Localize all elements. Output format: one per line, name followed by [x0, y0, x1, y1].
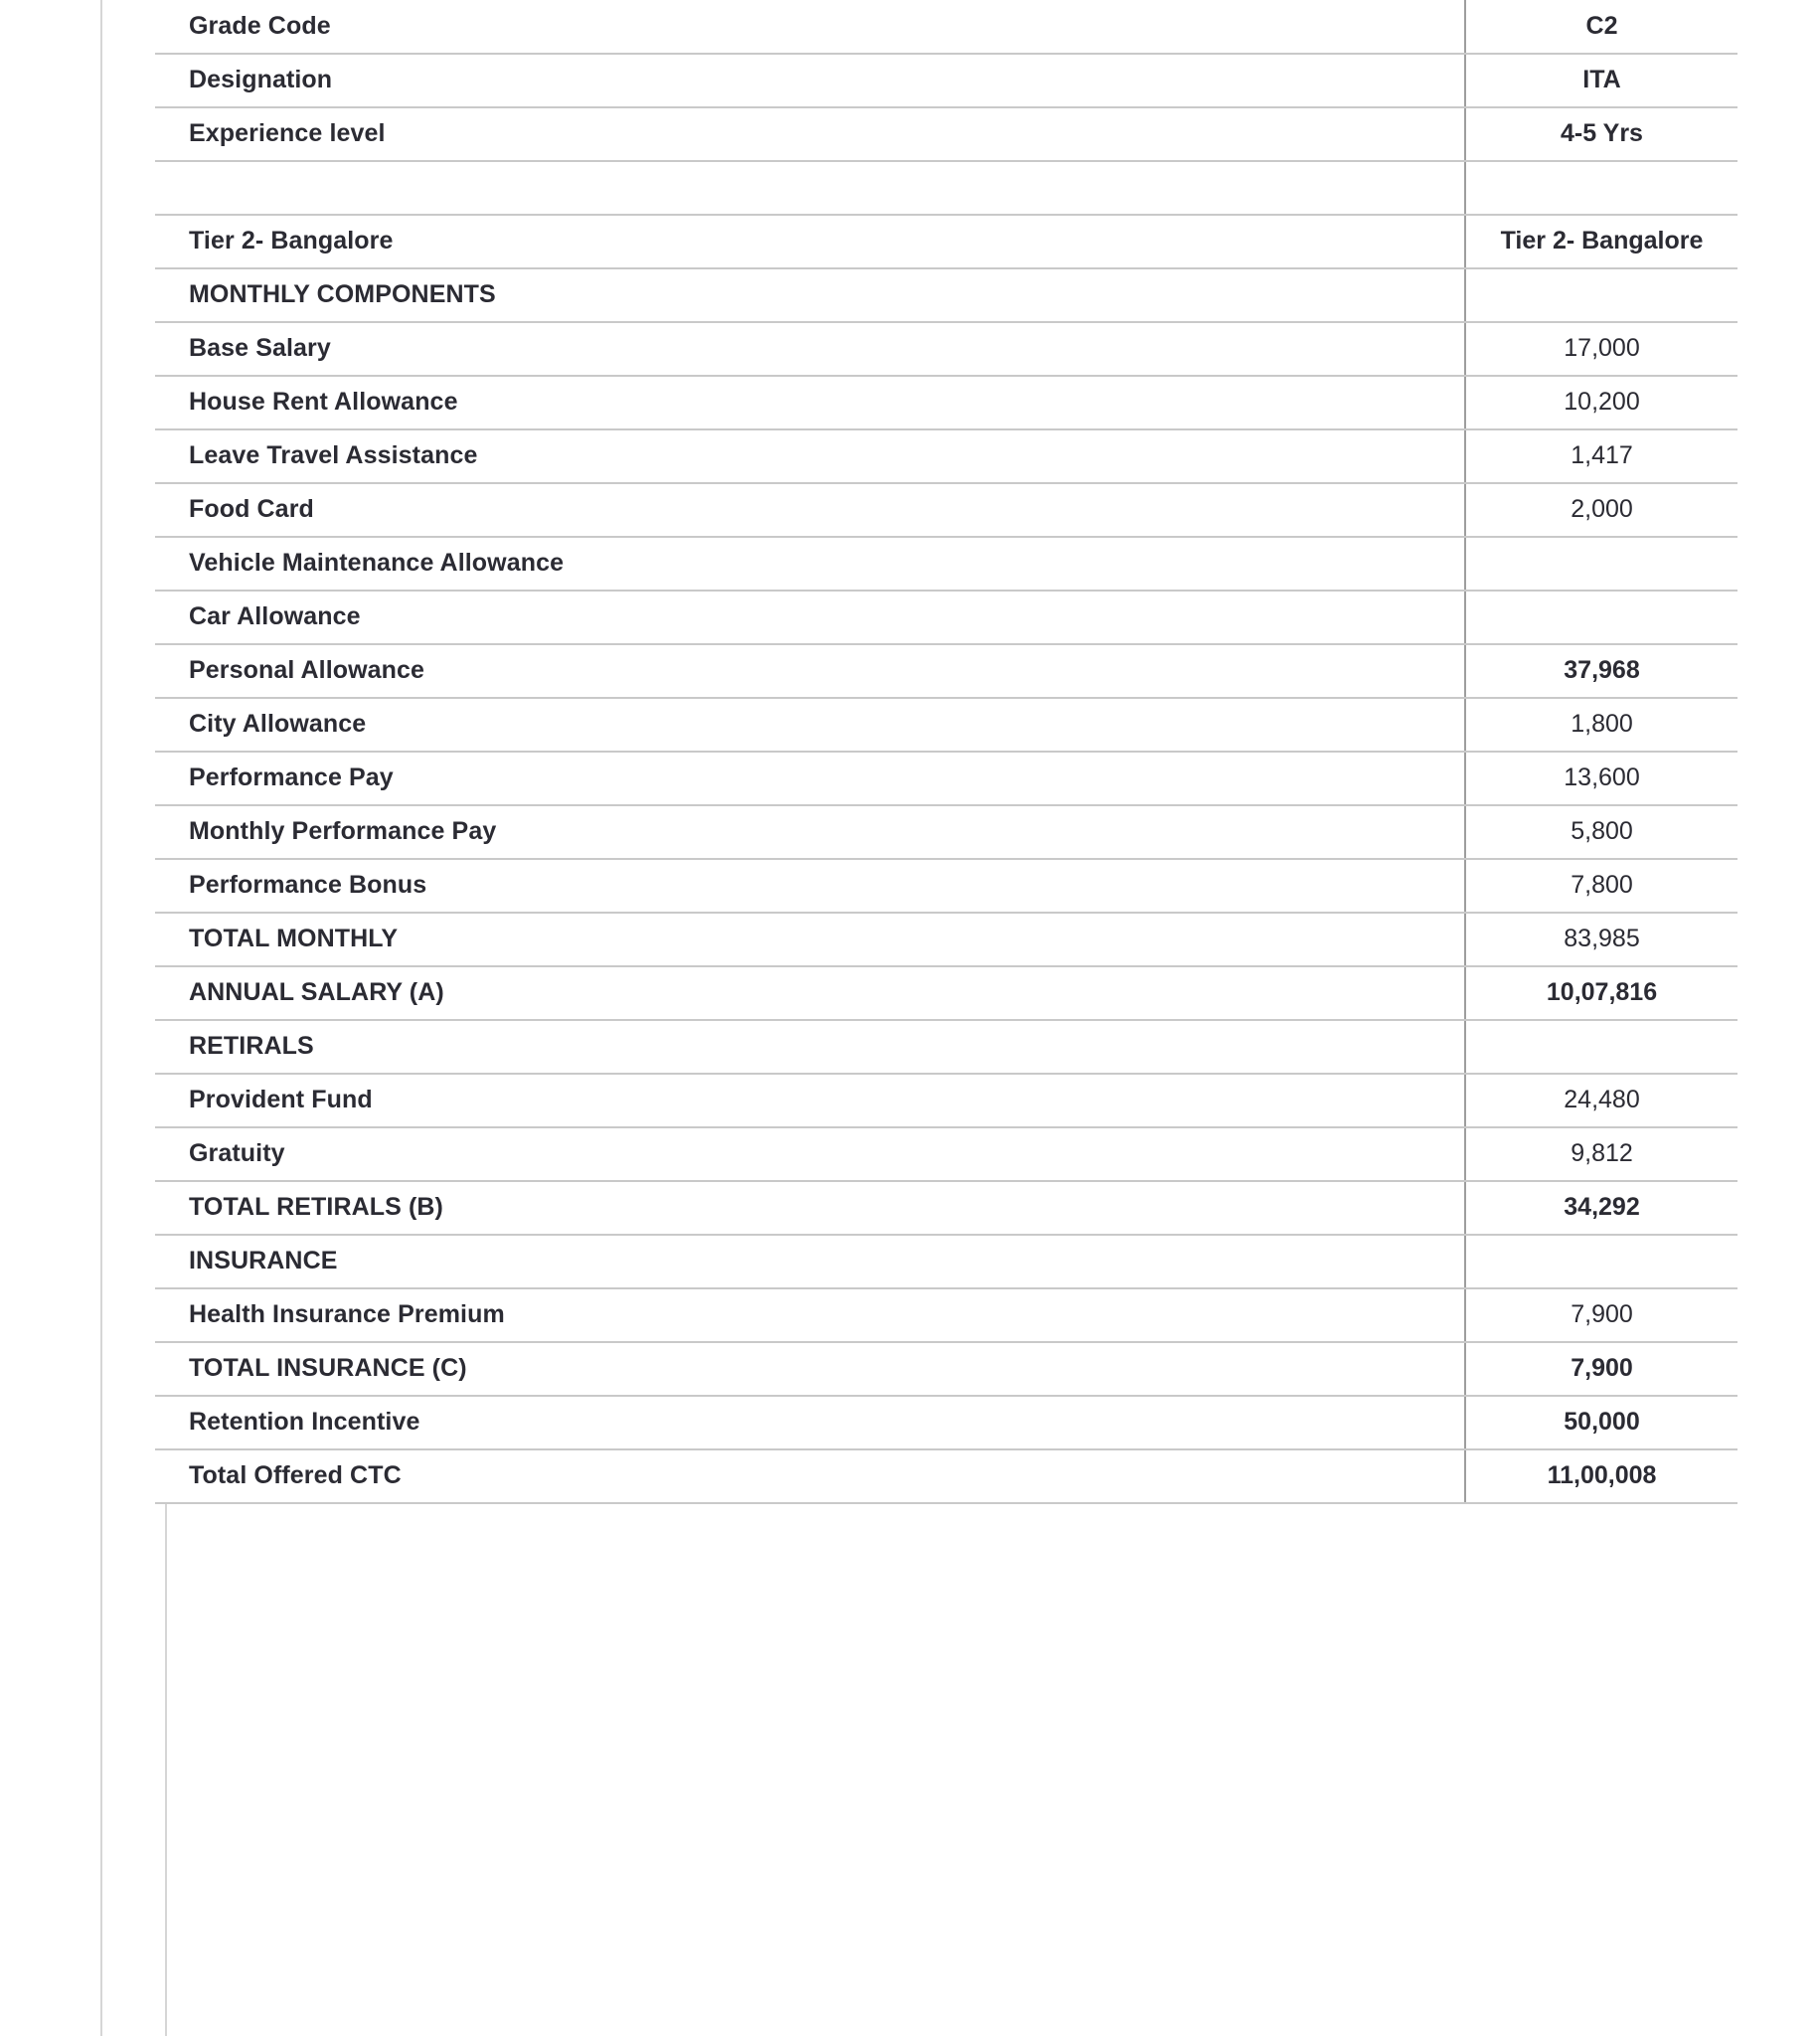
row-value: 7,800 [1465, 859, 1737, 913]
table-row [155, 913, 1737, 966]
row-label: Car Allowance [155, 591, 1465, 644]
row-value: 50,000 [1465, 1396, 1737, 1449]
row-label: Leave Travel Assistance [155, 429, 1465, 483]
row-value: 9,812 [1465, 1127, 1737, 1181]
table-row [155, 591, 1737, 644]
row-label: Food Card [155, 483, 1465, 537]
table-row [155, 752, 1737, 805]
table-row [155, 483, 1737, 537]
table-row [155, 1074, 1737, 1127]
table-row [155, 537, 1737, 591]
table-row [155, 54, 1737, 107]
table-row [155, 376, 1737, 429]
row-label [155, 161, 1465, 215]
compensation-table-body [155, 0, 1737, 1503]
table-row [155, 1396, 1737, 1449]
row-value [1465, 161, 1737, 215]
row-label: Total Offered CTC [155, 1449, 1465, 1503]
table-row [155, 859, 1737, 913]
row-label: Provident Fund [155, 1074, 1465, 1127]
table-row [155, 429, 1737, 483]
row-value: 5,800 [1465, 805, 1737, 859]
row-value: 2,000 [1465, 483, 1737, 537]
table-row [155, 1127, 1737, 1181]
row-label: TOTAL RETIRALS (B) [155, 1181, 1465, 1235]
row-label: RETIRALS [155, 1020, 1465, 1074]
row-label: TOTAL MONTHLY [155, 913, 1465, 966]
row-label: MONTHLY COMPONENTS [155, 268, 1465, 322]
row-label: Base Salary [155, 322, 1465, 376]
row-label: Monthly Performance Pay [155, 805, 1465, 859]
row-value: C2 [1465, 0, 1737, 54]
table-row [155, 1288, 1737, 1342]
row-value: 4-5 Yrs [1465, 107, 1737, 161]
row-value: 10,07,816 [1465, 966, 1737, 1020]
row-label: Retention Incentive [155, 1396, 1465, 1449]
row-label: Health Insurance Premium [155, 1288, 1465, 1342]
table-row [155, 698, 1737, 752]
table-row [155, 1020, 1737, 1074]
row-label: Experience level [155, 107, 1465, 161]
table-row [155, 161, 1737, 215]
row-value [1465, 1020, 1737, 1074]
row-value [1465, 1235, 1737, 1288]
row-label: TOTAL INSURANCE (C) [155, 1342, 1465, 1396]
row-label: House Rent Allowance [155, 376, 1465, 429]
row-value: 1,417 [1465, 429, 1737, 483]
row-label: Performance Pay [155, 752, 1465, 805]
table-row [155, 107, 1737, 161]
table-row [155, 805, 1737, 859]
table-row [155, 1181, 1737, 1235]
row-label: Performance Bonus [155, 859, 1465, 913]
table-row [155, 644, 1737, 698]
row-label: Grade Code [155, 0, 1465, 54]
row-value: 34,292 [1465, 1181, 1737, 1235]
table-row [155, 966, 1737, 1020]
row-value: 11,00,008 [1465, 1449, 1737, 1503]
row-label: INSURANCE [155, 1235, 1465, 1288]
row-label: ANNUAL SALARY (A) [155, 966, 1465, 1020]
row-label: Designation [155, 54, 1465, 107]
table-row [155, 1449, 1737, 1503]
row-label: Gratuity [155, 1127, 1465, 1181]
row-value: 13,600 [1465, 752, 1737, 805]
table-row [155, 1235, 1737, 1288]
row-value: 37,968 [1465, 644, 1737, 698]
row-value: 7,900 [1465, 1342, 1737, 1396]
compensation-table [155, 0, 1737, 1504]
row-label: City Allowance [155, 698, 1465, 752]
row-value: 1,800 [1465, 698, 1737, 752]
row-value: 24,480 [1465, 1074, 1737, 1127]
row-value: Tier 2- Bangalore [1465, 215, 1737, 268]
row-value: ITA [1465, 54, 1737, 107]
table-row [155, 0, 1737, 54]
row-label: Tier 2- Bangalore [155, 215, 1465, 268]
row-label: Personal Allowance [155, 644, 1465, 698]
row-label: Vehicle Maintenance Allowance [155, 537, 1465, 591]
row-value: 7,900 [1465, 1288, 1737, 1342]
row-value [1465, 268, 1737, 322]
row-value: 10,200 [1465, 376, 1737, 429]
row-value: 83,985 [1465, 913, 1737, 966]
page-margin-rule-left [100, 0, 102, 2036]
row-value: 17,000 [1465, 322, 1737, 376]
table-row [155, 215, 1737, 268]
table-row [155, 322, 1737, 376]
table-row [155, 1342, 1737, 1396]
row-value [1465, 591, 1737, 644]
row-value [1465, 537, 1737, 591]
table-row [155, 268, 1737, 322]
